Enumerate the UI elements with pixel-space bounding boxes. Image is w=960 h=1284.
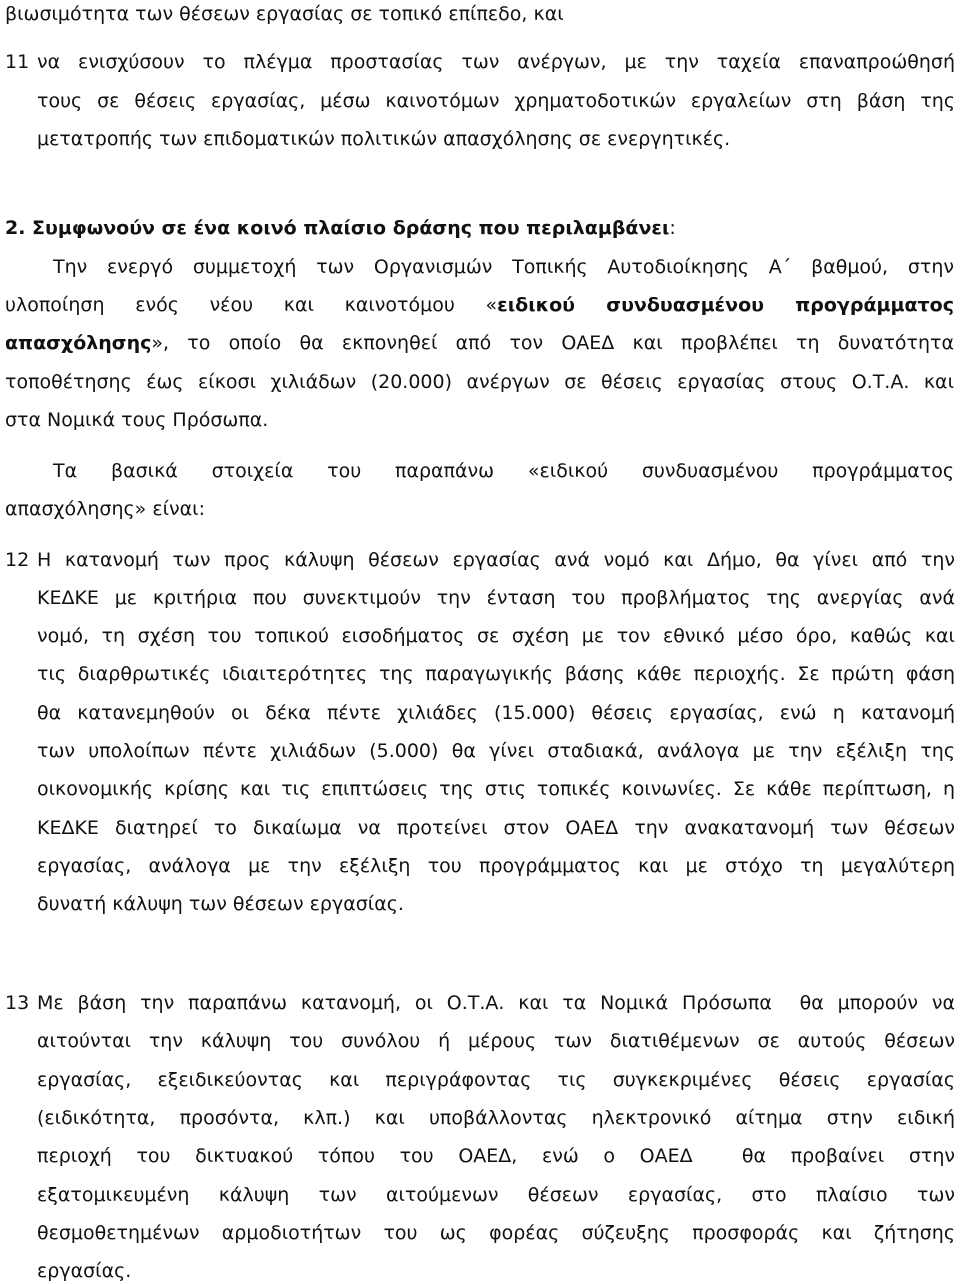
section-2-heading bbox=[5, 216, 676, 240]
item-11-number: 11 bbox=[5, 51, 30, 73]
item-13-number: 13 bbox=[5, 992, 30, 1014]
section-2-p1-line-3-rest: », το οποίο θα εκπονηθεί από τον ΟΑΕΔ και προβλέπει τη δυνατότητα bbox=[151, 332, 954, 354]
item-12-line: Η κατανομή των προς κάλυψη θέσεων εργασίας ανά νομό και Δήμο, θα γίνει από την bbox=[37, 549, 955, 571]
item-12-line: θα κατανεμηθούν οι δέκα πέντε χιλιάδες (15.000) θέσεις εργασίας, ενώ η κατανομή bbox=[37, 702, 955, 724]
section-2-p1-line-1: Την ενεργό συμμετοχή των Οργανισμών Τοπικής Αυτοδιοίκησης Α΄ βαθμού, στην bbox=[53, 256, 954, 278]
section-2-p1-line-3 bbox=[5, 331, 954, 355]
item-12-line: των υπολοίπων πέντε χιλιάδων (5.000) θα γίνει σταδιακά, ανάλογα με την εξέλιξη της bbox=[37, 740, 955, 762]
item-13-line: Με βάση την παραπάνω κατανομή, οι Ο.Τ.Α. και τα Νομικά Πρόσωπα θα μπορούν να bbox=[37, 992, 955, 1014]
item-12-line: ΚΕΔΚΕ διατηρεί το δικαίωμα να προτείνει στον ΟΑΕΔ την ανακατανομή των θέσεων bbox=[37, 817, 955, 839]
section-2-p1-line-2-bold: ειδικού συνδυασμένου προγράμματος bbox=[497, 294, 954, 316]
item-11-line-1: να ενισχύσουν το πλέγμα προστασίας των ανέργων, με την ταχεία επαναπροώθησή bbox=[37, 51, 955, 73]
item-12-line: τις διαρθρωτικές ιδιαιτερότητες της παραγωγικής βάσης κάθε περιοχής. Σε πρώτη φάση bbox=[37, 663, 955, 685]
section-2-p1-line-5: στα Νομικά τους Πρόσωπα. bbox=[5, 409, 269, 431]
intro-line-1: βιωσιμότητα των θέσεων εργασίας σε τοπικό επίπεδο, και bbox=[5, 3, 564, 25]
item-12-line: οικονομικής κρίσης και τις επιπτώσεις της στις τοπικές κοινωνίες. Σε κάθε περίπτωση, η bbox=[37, 778, 955, 800]
item-12-line: ΚΕΔΚΕ με κριτήρια που συνεκτιμούν την ένταση του προβλήματος της ανεργίας ανά bbox=[37, 587, 955, 609]
section-2-p1-line-2 bbox=[5, 293, 954, 317]
item-12-line: δυνατή κάλυψη των θέσεων εργασίας. bbox=[37, 893, 404, 915]
item-12-line: εργασίας, ανάλογα με την εξέλιξη του προγράμματος και με στόχο τη μεγαλύτερη bbox=[37, 855, 955, 877]
item-12-number: 12 bbox=[5, 549, 30, 571]
item-13-line: θεσμοθετημένων αρμοδιοτήτων του ως φορέας σύζευξης προσφοράς και ζήτησης bbox=[37, 1222, 955, 1244]
item-13-line: αιτούνται την κάλυψη του συνόλου ή μέρους των διατιθέμενων σε αυτούς θέσεων bbox=[37, 1030, 955, 1052]
item-13-line: (ειδικότητα, προσόντα, κλπ.) και υποβάλλοντας ηλεκτρονικό αίτημα στην ειδική bbox=[37, 1107, 955, 1129]
item-11-line-3: μετατροπής των επιδοματικών πολιτικών απασχόλησης σε ενεργητικές. bbox=[37, 128, 731, 150]
item-13-line: περιοχή του δικτυακού τόπου του ΟΑΕΔ, ενώ ο ΟΑΕΔ θα προβαίνει στην bbox=[37, 1145, 955, 1167]
item-11-line-2: τους σε θέσεις εργασίας, μέσω καινοτόμων χρηματοδοτικών εργαλείων στη βάση της bbox=[37, 90, 955, 112]
item-13-line: εργασίας, εξειδικεύοντας και περιγράφοντας τις συγκεκριμένες θέσεις εργασίας bbox=[37, 1069, 955, 1091]
section-2-p1-line-2-plain: υλοποίηση ενός νέου και καινοτόμου « bbox=[5, 294, 498, 316]
section-2-p1-line-4: τοποθέτησης έως είκοσι χιλιάδων (20.000) ανέργων σε θέσεις εργασίας στους Ο.Τ.Α. και bbox=[5, 371, 954, 393]
section-2-p2-line-1: Τα βασικά στοιχεία του παραπάνω «ειδικού συνδυασμένου προγράμματος bbox=[53, 460, 954, 482]
item-13-line: εργασίας. bbox=[37, 1260, 132, 1282]
item-12-line: νομό, τη σχέση του τοπικού εισοδήματος σε σχέση με τον εθνικό μέσο όρο, καθώς και bbox=[37, 625, 955, 647]
section-2-p1-line-3-bold: απασχόλησης bbox=[5, 332, 152, 354]
section-2-heading-colon: : bbox=[669, 217, 676, 239]
item-13-line: εξατομικευμένη κάλυψη των αιτούμενων θέσεων εργασίας, στο πλαίσιο των bbox=[37, 1184, 955, 1206]
section-2-p2-line-2: απασχόλησης» είναι: bbox=[5, 498, 205, 520]
section-2-heading-text: 2. Συμφωνούν σε ένα κοινό πλαίσιο δράσης που περιλαμβάνει bbox=[5, 217, 670, 239]
